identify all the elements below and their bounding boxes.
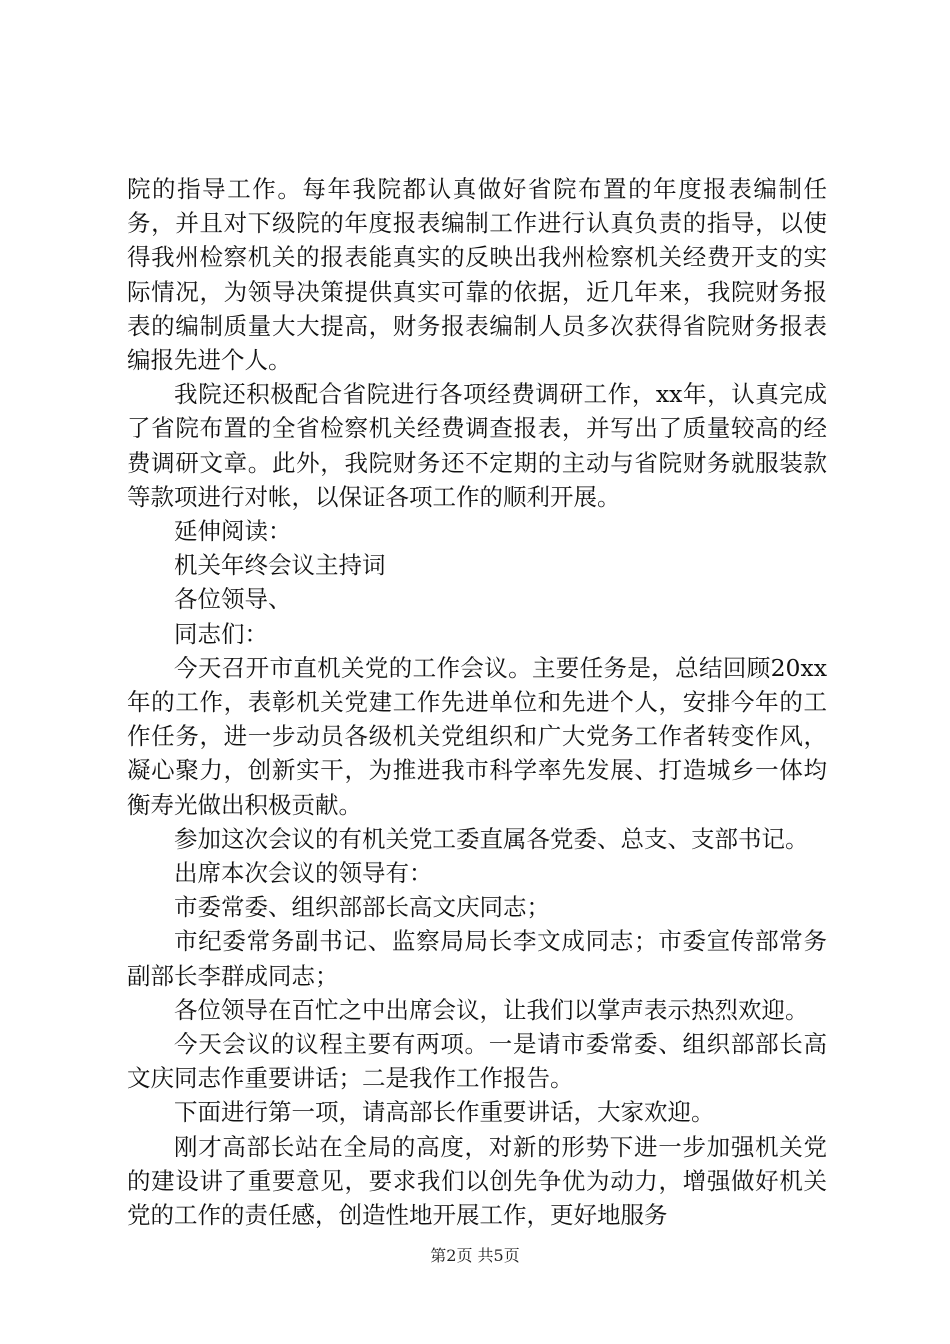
paragraph-11: 市纪委常务副书记、监察局局长李文成同志；市委宣传部常务副部长李群成同志； (127, 927, 827, 990)
paragraph-6: 同志们： (174, 619, 268, 648)
paragraph-8: 参加这次会议的有机关党工委直属各党委、总支、支部书记。 (174, 824, 809, 853)
paragraph-9: 出席本次会议的领导有： (174, 859, 433, 888)
page-number-footer: 第2页 共5页 (430, 1246, 520, 1265)
paragraph-4: 机关年终会议主持词 (174, 551, 386, 580)
paragraph-7: 今天召开市直机关党的工作会议。主要任务是，总结回顾20xx年的工作，表彰机关党建工作先进单位和先进个人，安排今年的工作任务，进一步动员各级机关党组织和广大党务工作者转变作风，凝心聚力，创新实干，为推进我市科学率先发展、打造城乡一体均衡寿光做出积极贡献。 (127, 653, 827, 819)
paragraph-2: 我院还积极配合省院进行各项经费调研工作，xx年，认真完成了省院布置的全省检察机关经费调查报表，并写出了质量较高的经费调研文章。此外，我院财务还不定期的主动与省院财务就服装款等款项进行对帐，以保证各项工作的顺利开展。 (127, 380, 827, 511)
paragraph-10: 市委常委、组织部部长高文庆同志； (174, 893, 550, 922)
paragraph-3: 延伸阅读： (174, 517, 292, 546)
paragraph-15: 刚才高部长站在全局的高度，对新的形势下进一步加强机关党的建设讲了重要意见，要求我们以创先争优为动力，增强做好机关党的工作的责任感，创造性地开展工作，更好地服务 (127, 1132, 827, 1230)
paragraph-12: 各位领导在百忙之中出席会议，让我们以掌声表示热烈欢迎。 (174, 995, 809, 1024)
paragraph-14: 下面进行第一项，请高部长作重要讲话，大家欢迎。 (174, 1098, 715, 1127)
paragraph-13: 今天会议的议程主要有两项。一是请市委常委、组织部部长高文庆同志作重要讲话；二是我作工作报告。 (127, 1030, 827, 1093)
document-body (127, 172, 827, 1232)
paragraph-1: 院的指导工作。每年我院都认真做好省院布置的年度报表编制任务，并且对下级院的年度报表编制工作进行认真负责的指导，以使得我州检察机关的报表能真实的反映出我州检察机关经费开支的实际情况，为领导决策提供真实可靠的依据，近几年来，我院财务报表的编制质量大大提高，财务报表编制人员多次获得省院财务报表编报先进个人。 (127, 175, 827, 375)
paragraph-5: 各位领导、 (174, 585, 292, 614)
